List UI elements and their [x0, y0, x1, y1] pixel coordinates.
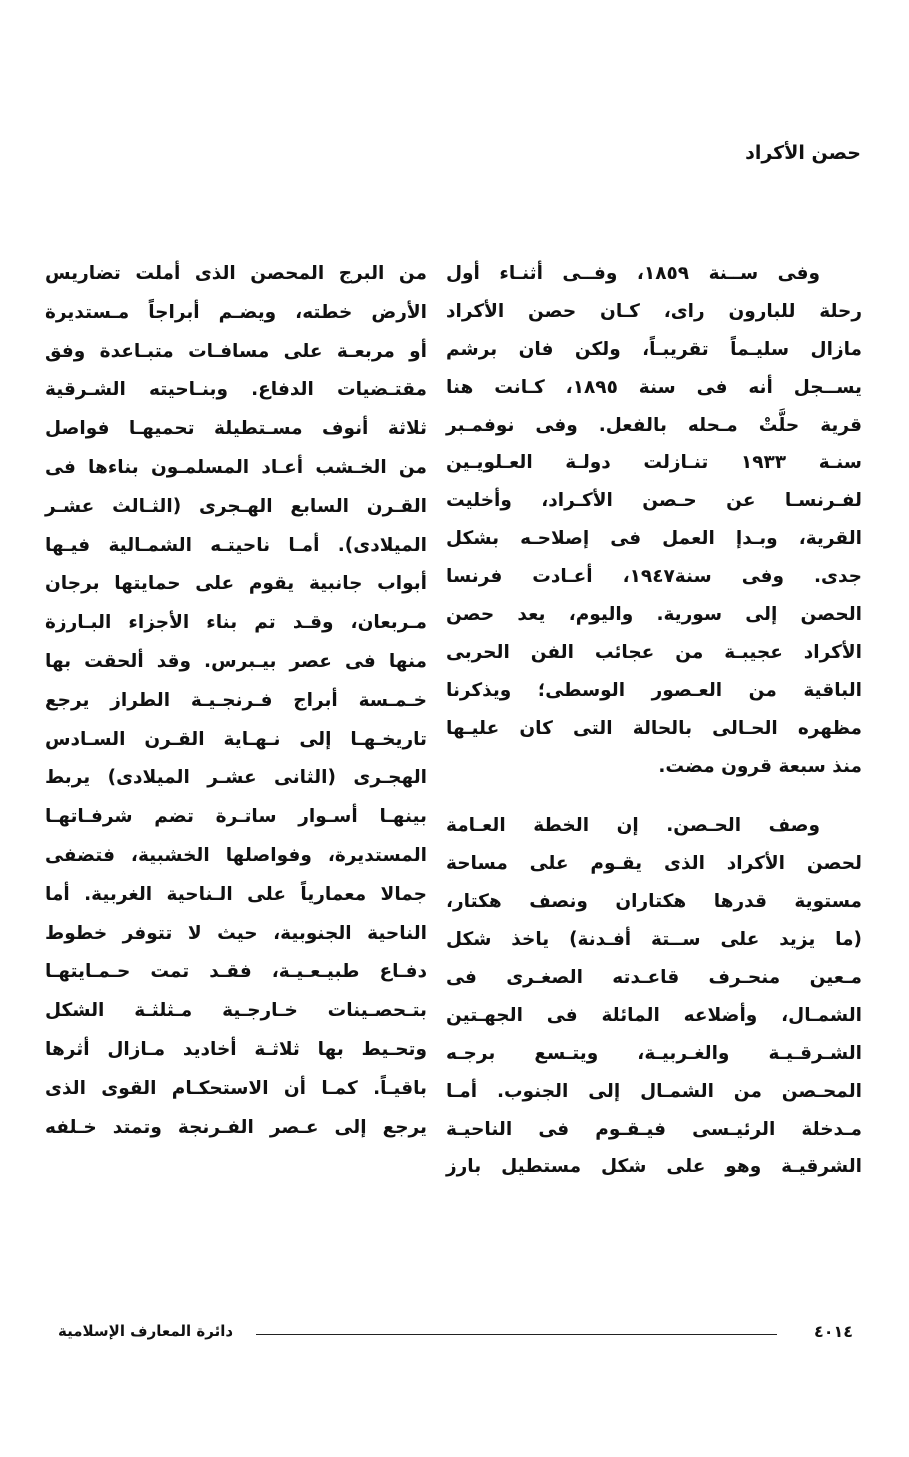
footer-rule	[256, 1334, 777, 1335]
text-line: مقتـضيات الدفاع. وبنـاحيته الشـرقية	[45, 379, 427, 401]
text-line: القـرن السابع الهـجرى (الثـالث عشـر	[45, 495, 427, 517]
paragraph	[446, 807, 862, 1186]
text-line: الشـرقـيـة والغـربيـة، ويتـسع برجـه	[446, 1042, 862, 1064]
text-line: الميلادى). أمـا ناحيتـه الشمـالية فيـها	[45, 534, 427, 556]
text-line: ثلاثة أنوف مسـتطيلة تحميهـا فواصل	[45, 418, 427, 440]
text-line: من البرج المحصن الذى أملت تضاريس	[45, 263, 427, 284]
text-line: خـمـسة أبراج فـرنجـيـة الطراز يرجع	[45, 689, 427, 711]
text-line: وفى ســنة ١٨٥٩، وفــى أثنـاء أول	[446, 263, 820, 284]
text-line: وصف الحـصن. إن الخطة العـامة	[446, 815, 820, 837]
text-line: الأرض خطته، ويضـم أبراجاً مـستديرة	[45, 301, 427, 323]
publication-title: دائرة المعارف الإسلامية	[58, 1322, 234, 1340]
text-line: الباقية من العـصور الوسطى؛ ويذكرنا	[446, 679, 862, 701]
text-line: وتحـيط بها ثلاثـة أخاديد مـازال أثرها	[45, 1038, 427, 1060]
text-line: باقيـاً. كمـا أن الاستحكـام القوى الذى	[45, 1077, 427, 1099]
text-line: (ما يزيد على ســتة أفـدنة) ياخذ شكل	[446, 929, 862, 951]
text-line: جمالا معمارياً على الـناحية الغربية. أما	[45, 883, 427, 905]
text-line: الشرقيـة وهو على شكل مستطيل بارز	[446, 1156, 862, 1178]
text-line: أبواب جانبية يقوم على حمايتها برجان	[45, 573, 427, 595]
text-line: القرية، وبـدإ العمل فى إصلاحـه بشكل	[446, 528, 862, 550]
text-line: مـربعان، وقـد تم بناء الأجزاء البـارزة	[45, 612, 427, 634]
text-line: يرجع إلى عـصر الفـرنجة وتمتد خـلفه	[45, 1116, 427, 1138]
page-footer	[58, 1322, 853, 1346]
text-line: الهجـرى (الثانى عشـر الميلادى) يربط	[45, 767, 427, 789]
text-line: بينهـا أسـوار ساتـرة تضم شرفـاتهـا	[45, 806, 427, 828]
page-number: ٤٠١٤	[813, 1322, 853, 1341]
text-line: المستديرة، وفواصلها الخشبية، فتضفى	[45, 844, 427, 866]
text-line: المحـصن من الشمـال إلى الجنوب. أمـا	[446, 1080, 862, 1102]
paragraph	[45, 255, 427, 1147]
text-line: دفـاع طبيـعـيـة، فقـد تمت حـمـايتهـا	[45, 961, 427, 983]
text-line: منذ سبعة قرون مضت.	[658, 755, 862, 777]
text-line: مظهره الحـالى بالحالة التى كان عليـها	[446, 717, 862, 739]
text-line: الناحية الجنوبية، حيث لا تتوفر خطوط	[45, 922, 427, 944]
text-line: مستوية قدرها هكتاران ونصف هكتار،	[446, 891, 862, 913]
text-line: لفـرنسـا عن حـصن الأكـراد، وأخليت	[446, 490, 862, 512]
text-line: الحصن إلى سورية. واليوم، يعد حصن	[446, 604, 862, 626]
paragraph	[446, 255, 862, 785]
running-head-title: حصن الأكراد	[745, 142, 861, 164]
text-line: الشمـال، وأضلاعه المائلة فى الجهـتين	[446, 1004, 862, 1026]
text-line: مازال سليـماً تقريبـاً، ولكن فان برشم	[446, 338, 862, 360]
text-column-left	[45, 255, 427, 1147]
text-line: بتـحصـينات خـارجـية مـثلثـة الشكل	[45, 1000, 427, 1022]
text-line: سنـة ١٩٣٣ تنـازلت دولـة العـلويـين	[446, 452, 862, 474]
text-line: منها فى عصر بيـبرس. وقد ألحقت بها	[45, 650, 427, 672]
text-line: جدى. وفى سنة١٩٤٧، أعـادت فرنسا	[446, 566, 862, 588]
text-line: قرية حلَّتْ مـحله بالفعل. وفى نوفمـبر	[446, 414, 862, 436]
text-line: مـدخلة الرئيـسى فيـقـوم فى الناحيـة	[446, 1118, 862, 1140]
text-line: الأكراد عجيبـة من عجائب الفن الحربى	[446, 641, 862, 663]
text-line: رحلة للبارون راى، كـان حصن الأكراد	[446, 300, 862, 322]
text-line: يســجل أنه فى سنة ١٨٩٥، كـانت هنا	[446, 376, 863, 398]
text-line: لحصن الأكراد الذى يقـوم على مساحة	[446, 853, 862, 875]
text-column-right	[446, 255, 862, 1186]
text-line: من الخـشب أعـاد المسلمـون بناءها فى	[45, 456, 427, 478]
text-line: مـعين منحـرف قاعـدته الصغـرى فى	[446, 967, 862, 989]
text-line: تاريخـهـا إلى نـهـاية القـرن السـادس	[45, 728, 427, 750]
text-line: أو مربعـة على مسافـات متبـاعدة وفق	[45, 340, 427, 362]
